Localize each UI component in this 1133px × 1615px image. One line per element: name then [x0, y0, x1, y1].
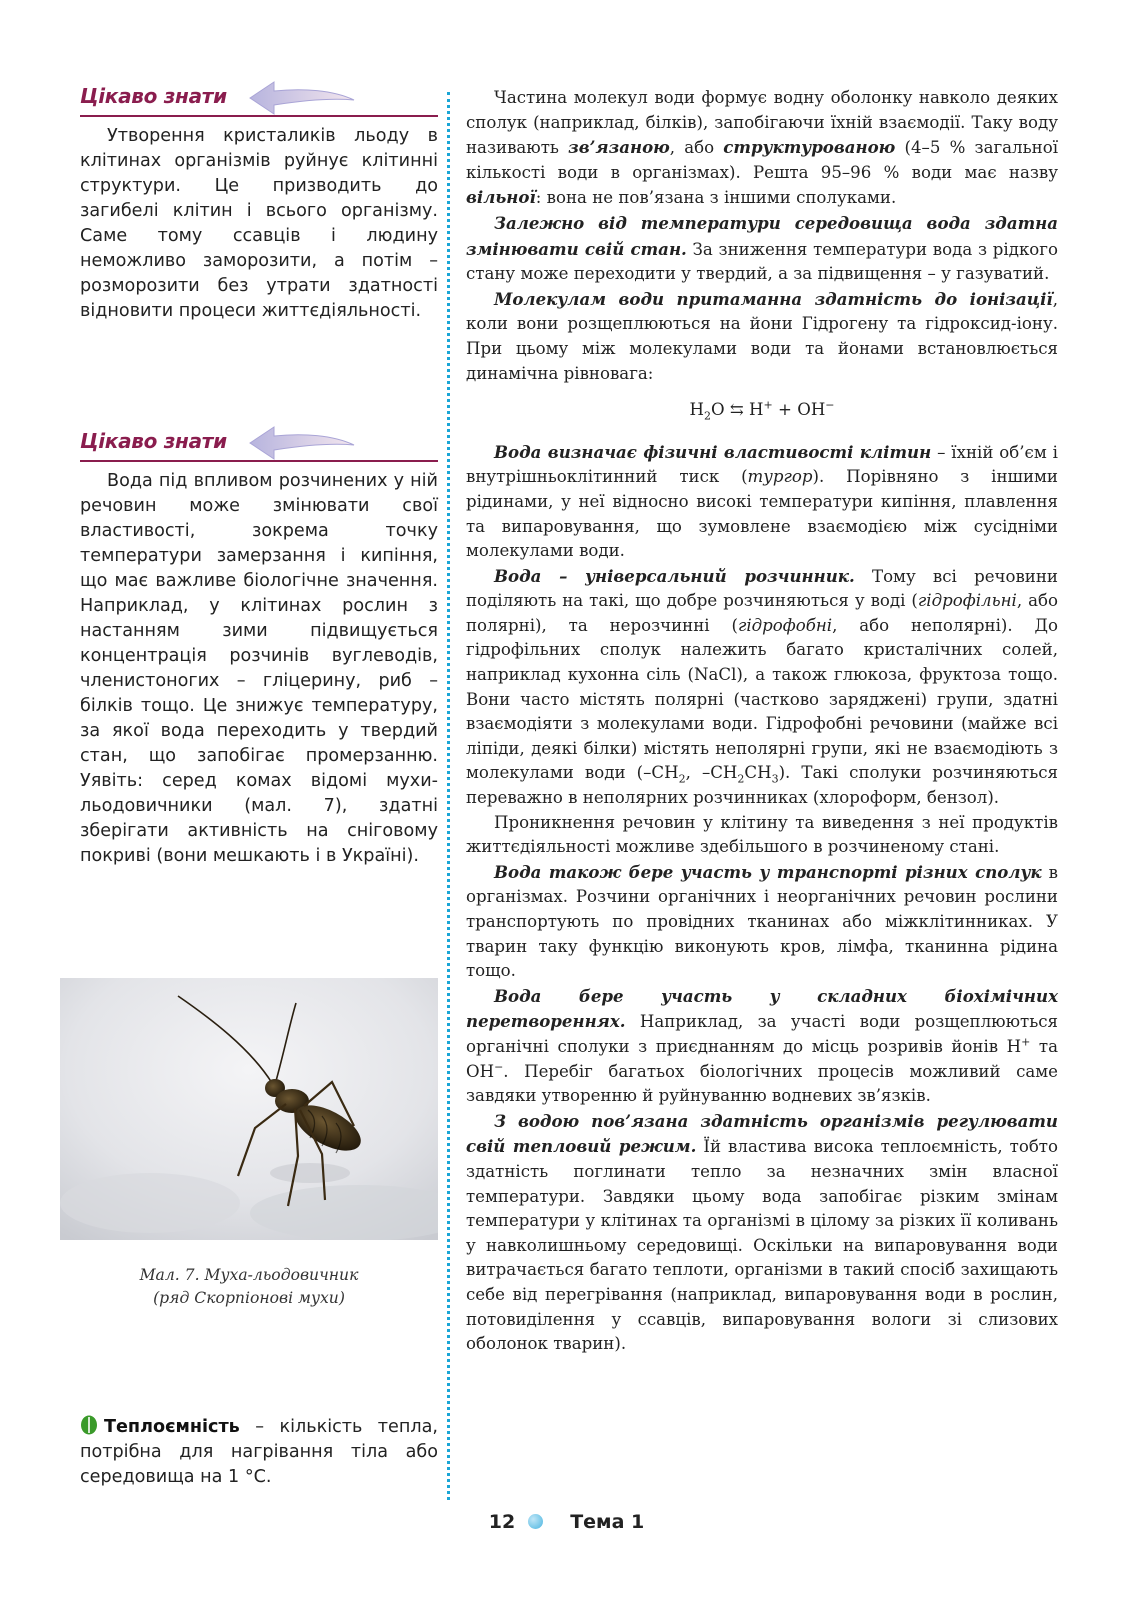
lead-emphasis: Вода бере участь у складних біохімічних перетвореннях.	[466, 985, 1058, 1032]
term-italic: гідрофільні	[917, 591, 1017, 611]
fact-box-rule	[80, 115, 438, 117]
equilibrium-arrow: ⇆	[729, 400, 744, 420]
formula-superscript: −	[494, 1060, 504, 1074]
page-footer	[0, 1511, 1133, 1533]
formula-superscript: +	[1021, 1035, 1031, 1049]
formula-part: H	[689, 400, 704, 420]
lead-emphasis: Молекулам води притаманна здатність до іонізації	[494, 288, 1053, 309]
text-run: Наприклад, за участі води розщеплюються органічні сполуки з приєднанням до місць розривів йонів H	[466, 1012, 1058, 1056]
figure-caption-line: (ряд Скорпіонові мухи)	[153, 1289, 345, 1307]
formula-superscript: −	[825, 398, 835, 412]
text-run: , або	[669, 138, 724, 158]
paragraph	[466, 564, 1058, 811]
paragraph	[466, 1109, 1058, 1357]
figure-caption	[60, 1264, 438, 1310]
term-italic: гідрофобні	[737, 615, 833, 635]
paragraph: Проникнення речовин у клітину та виведення з неї продуктів життєдіяльності можливе здебільшого в розчиненому стані.	[466, 812, 1058, 857]
lead-emphasis: Вода – універсальний розчинник.	[494, 565, 855, 586]
term-emphasis: зв’язаною	[568, 137, 670, 158]
text-run: , коли вони розщеплюються на йони Гідрогену та гідроксид-іону. При цьому між молекулами води та йонами встановлюється динамічна рівновага:	[466, 289, 1058, 383]
formula-part: OH	[797, 400, 826, 420]
scorpionfly-photo	[60, 978, 438, 1240]
text-run: , або неполярні). До гідрофільних сполук належить багато кристалічних солей, наприклад кухонна сіль (NaCl), а також глюкоза, фруктоза тощо. Вони часто містять полярні (частково заряджені) групи, здатні взаємодіяти з молекулами води. Гідрофобні речовини (майже всі ліпіди, деякі білки) містять неполярні групи, які не взаємодіють з молекулами води (–CH	[466, 615, 1058, 783]
column-divider	[447, 92, 450, 1500]
text-run: ). Такі сполуки розчиняються переважно в неполярних розчинниках (хлороформ, бензол).	[466, 763, 1058, 808]
text-run: Тому всі речовини поділяють на такі, що добре розчиняються у воді (	[466, 566, 1058, 611]
fact-box-title: Цікаво знати	[80, 84, 227, 108]
term-definition	[80, 1415, 438, 1490]
term-text: – кількість тепла, потрібна для нагрівання тіла або середовища на 1 °С.	[80, 1417, 438, 1487]
fact-box-text: Вода під впливом розчинених у ній речовин може змінювати свої властивості, зокрема точку температури замерзання і кипіння, що має важливе біологічне значення. Наприклад, у клітинах рослин з настанням зими підвищується концентрація розчинів вуглеводів, членистоногих – гліцерину, риб – білків тощо. Це знижує температуру, за якої вода переходить у твердий стан, що запобігає промерзанню. Уявіть: серед комах відомі мухи-льодовичники (мал. 7), здатні зберігати активність на сніговому покриві (вони мешкають і в Україні).	[80, 471, 438, 866]
text-run: та OH	[466, 1036, 1058, 1081]
fact-box-1	[80, 78, 438, 324]
ionization-formula	[466, 398, 1058, 423]
formula-subscript: 2	[737, 772, 745, 786]
formula-part: O	[710, 400, 725, 420]
figure-caption-line: Мал. 7. Муха-льодовичник	[139, 1266, 359, 1284]
paragraph	[466, 287, 1058, 386]
lead-emphasis: Вода визначає фізичні властивості клітин	[494, 441, 932, 462]
paragraph	[466, 86, 1058, 211]
fact-box-title: Цікаво знати	[80, 429, 227, 453]
text-run: , або полярні), та нерозчинні (	[466, 591, 1058, 635]
leaf-icon	[80, 1415, 98, 1435]
lead-emphasis: Вода також бере участь у транспорті різних сполук	[494, 861, 1042, 882]
text-run: CH	[744, 763, 772, 783]
text-run: в організмах. Розчини органічних і неорганічних речовин рослини транспортують по провідних тканинах або міжклітинниках. У тварин таку функцію виконують кров, лімфа, тканинна рідина тощо.	[466, 862, 1059, 981]
fact-box-text: Утворення кристаликів льоду в клітинах організмів руйнує клітинні структури. Це призводить до загибелі клітин і всього організму. Саме тому ссавців і людину неможливо заморозити, а потім – розморозити без утрати здатності відновити процеси життєдіяльності.	[80, 126, 438, 321]
topic-label: Тема 1	[570, 1511, 645, 1533]
fact-box-2	[80, 423, 438, 869]
paragraph	[466, 860, 1058, 984]
formula-part: +	[778, 400, 792, 420]
curved-arrow-icon	[248, 423, 358, 461]
formula-superscript: +	[763, 398, 773, 412]
page-number: 12	[488, 1511, 516, 1533]
term-emphasis: структурованою	[723, 137, 896, 158]
lead-emphasis: З водою пов’язана здатність організмів регулювати свій тепловий режим.	[466, 1110, 1058, 1157]
paragraph	[466, 211, 1058, 287]
paragraph	[466, 984, 1058, 1109]
text-run: : вона не пов’язана з іншими сполуками.	[535, 188, 897, 208]
text-run: За зниження температури вода з рідкого стану може переходити у твердий, а за підвищення – у газуватий.	[466, 239, 1058, 284]
text-run: ). Порівняно з іншими рідинами, у неї відносно високі температури кипіння, плавлення та випаровування, що зумовлене взаємодією між сусідніми молекулами води.	[466, 467, 1058, 561]
fact-box-header	[80, 423, 438, 465]
curved-arrow-icon	[248, 78, 358, 116]
term-emphasis: вільної	[466, 187, 536, 208]
main-text	[466, 86, 1058, 1357]
text-run: – їхній об’єм і внутрішньоклітинний тиск (	[466, 442, 1058, 487]
formula-subscript: 3	[771, 772, 779, 786]
formula-subscript: 2	[678, 772, 686, 786]
dot-icon	[528, 1514, 543, 1529]
text-run: Частина молекул води формує водну оболонку навколо деяких сполук (наприклад, білків), запобігаючи їхній взаємодії. Таку воду називають	[466, 88, 1058, 158]
fact-box-rule	[80, 460, 438, 462]
text-run: , –CH	[685, 763, 738, 783]
text-run: Їй властива висока теплоємність, тобто здатність поглинати тепло за незначних змін власної температури. Завдяки цьому вода запобігає різким змінам температури у клітинах та організмі в цілому за різких її коливань у навколишньому середовищі. Оскільки на випаровування води витрачається багато теплоти, організми в такий спосіб захищають себе від перегрівання (наприклад, випаровування води в рослин, потовиділення у ссавців, випаровування вологи зі слизових оболонок тварин).	[466, 1137, 1058, 1354]
formula-part: H	[749, 400, 764, 420]
lead-emphasis: Залежно від температури середовища вода здатна змінювати свій стан.	[466, 212, 1058, 259]
text-run: . Перебіг багатьох біологічних процесів можливий саме завдяки утворенню й руйнуванню водневих зв’язків.	[466, 1061, 1058, 1106]
term-italic: тургор	[747, 467, 813, 487]
formula-subscript: 2	[703, 409, 711, 423]
paragraph	[466, 440, 1058, 564]
text-run: (4–5 % загальної кількості води в організмах). Решта 95–96 % води має назву	[466, 138, 1058, 182]
term-name: Теплоємність	[104, 1417, 240, 1437]
fact-box-header	[80, 78, 438, 120]
